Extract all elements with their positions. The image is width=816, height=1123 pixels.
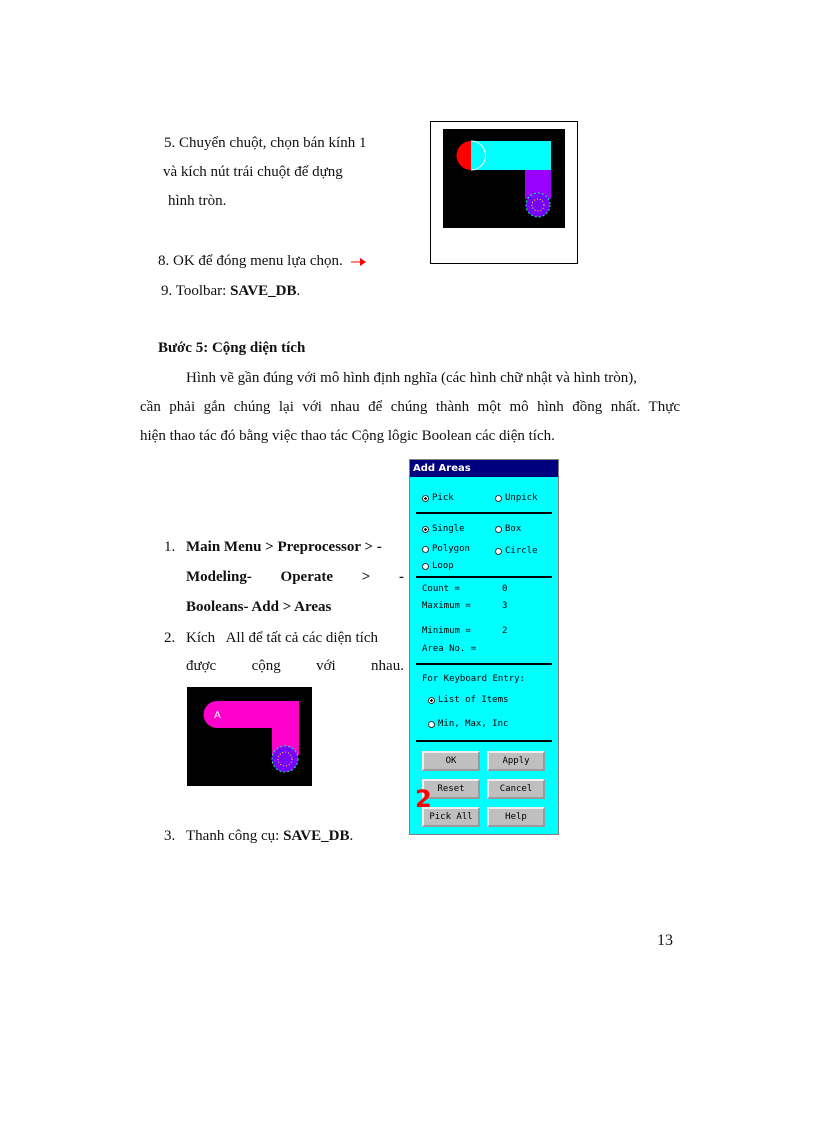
page-number: 13: [657, 932, 673, 949]
dialog-divider: [416, 740, 552, 742]
list-item1-number: 1.: [164, 539, 176, 555]
radio-icon: [495, 526, 502, 533]
dialog-divider: [416, 663, 552, 665]
red-arrow-icon: [351, 257, 367, 267]
box-radio[interactable]: Box: [495, 524, 521, 534]
radio-icon: [428, 721, 435, 728]
list-item3-text: Thanh công cụ: SAVE_DB.: [186, 828, 354, 844]
minimum-value: 2: [502, 626, 508, 636]
figure-2-graphic: [187, 687, 312, 786]
list-item1-line2: Modeling- Operate > -: [186, 569, 404, 585]
minimum-label: Minimum =: [422, 626, 471, 636]
paragraph-line3: hiện thao tác đó bằng việc thao tác Cộng lôgic Boolean các diện tích.: [140, 428, 555, 444]
count-value: 0: [502, 584, 508, 594]
dialog-divider: [416, 512, 552, 514]
figure-1-graphic: [443, 129, 565, 228]
step5-line2: và kích nút trái chuột để dựng: [163, 164, 343, 180]
dialog-title: Add Areas: [410, 460, 558, 477]
list-item2-number: 2.: [164, 630, 176, 646]
step-annotation: 2: [415, 785, 432, 813]
paragraph-line1: Hình vẽ gần đúng với mô hình định nghĩa (các hình chữ nhật và hình tròn),: [186, 370, 637, 386]
list-item1-line3: Booleans- Add > Areas: [186, 599, 332, 615]
area-no-label: Area No. =: [422, 644, 477, 654]
polygon-radio[interactable]: Polygon: [422, 544, 470, 554]
radio-icon: [495, 495, 502, 502]
help-button[interactable]: Help: [487, 807, 545, 827]
step5-line1: 5. Chuyển chuột, chọn bán kính 1: [164, 135, 367, 151]
radio-icon: [422, 563, 429, 570]
min-max-inc-radio[interactable]: Min, Max, Inc: [428, 719, 508, 729]
list-item2-line1: Kích All để tất cả các diện tích: [186, 630, 379, 646]
step8-text: 8. OK để đóng menu lựa chọn.: [158, 253, 367, 270]
list-item2-line2: được cộng với nhau.: [186, 658, 404, 674]
keyboard-entry-label: For Keyboard Entry:: [422, 674, 525, 684]
radio-icon: [495, 548, 502, 555]
section-heading: Bước 5: Cộng diện tích: [158, 340, 306, 356]
radio-selected-icon: [422, 526, 429, 533]
step9-text: 9. Toolbar: SAVE_DB.: [161, 283, 301, 299]
radio-icon: [422, 546, 429, 553]
pick-radio[interactable]: Pick: [422, 493, 454, 503]
cancel-button[interactable]: Cancel: [487, 779, 545, 799]
loop-radio[interactable]: Loop: [422, 561, 454, 571]
pick-all-button[interactable]: Pick All: [422, 807, 480, 827]
list-item3-number: 3.: [164, 828, 176, 844]
list-item1-line1: Main Menu > Preprocessor > -: [186, 539, 382, 555]
radio-selected-icon: [422, 495, 429, 502]
apply-button[interactable]: Apply: [487, 751, 545, 771]
reset-button[interactable]: Reset: [422, 779, 480, 799]
maximum-label: Maximum =: [422, 601, 471, 611]
step5-line3: hình tròn.: [168, 193, 227, 209]
single-radio[interactable]: Single: [422, 524, 465, 534]
figure-circle-drawn: [430, 121, 578, 264]
paragraph-line2: cần phải gắn chúng lại với nhau để chúng thành một mô hình đồng nhất. Thực: [140, 399, 680, 415]
ok-button[interactable]: OK: [422, 751, 480, 771]
dialog-divider: [416, 576, 552, 578]
list-of-items-radio[interactable]: List of Items: [428, 695, 508, 705]
figure-areas-added: [187, 687, 312, 786]
circle-radio[interactable]: Circle: [495, 546, 538, 556]
maximum-value: 3: [502, 601, 508, 611]
unpick-radio[interactable]: Unpick: [495, 493, 538, 503]
count-label: Count =: [422, 584, 460, 594]
radio-selected-icon: [428, 697, 435, 704]
svg-text:A: A: [214, 710, 221, 721]
add-areas-dialog: [409, 459, 559, 835]
